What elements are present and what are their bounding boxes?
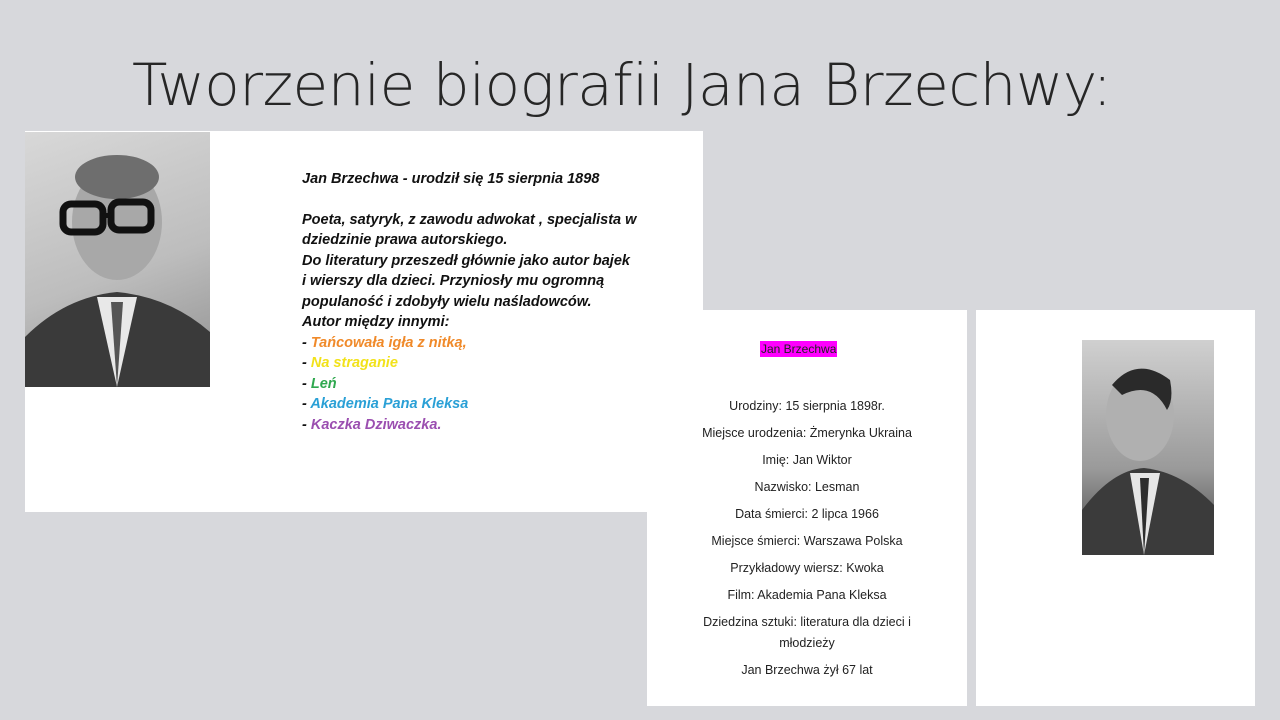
work-dash: - <box>302 396 311 412</box>
birth-line: Jan Brzechwa - urodził się 15 sierpnia 1898 <box>302 171 600 187</box>
photo-card <box>976 310 1255 706</box>
work-title: Kaczka Dziwaczka. <box>310 416 442 433</box>
facts-heading: Jan Brzechwa <box>761 342 837 356</box>
fact-row: Przykładowy wiersz: Kwoka <box>730 561 884 575</box>
work-title: Leń <box>310 375 337 392</box>
work-dash: - <box>302 334 311 351</box>
work-item <box>302 415 692 436</box>
facts-list <box>647 396 967 687</box>
fact-row: Imię: Jan Wiktor <box>762 453 852 467</box>
portrait-photo <box>25 132 210 387</box>
work-item <box>302 353 692 374</box>
work-dash: - <box>302 375 311 392</box>
fact-row: Jan Brzechwa żył 67 lat <box>741 663 873 677</box>
fact-row: Urodziny: 15 sierpnia 1898r. <box>729 399 885 413</box>
fact-row: Film: Akademia Pana Kleksa <box>727 588 887 602</box>
slide-title: Tworzenie biografii Jana Brzechwy: <box>132 51 1112 119</box>
biography-card <box>25 131 703 512</box>
fact-row: Data śmierci: 2 lipca 1966 <box>735 507 879 521</box>
fact-row: Nazwisko: Lesman <box>754 480 860 494</box>
work-title: Tańcowała igła z nitką, <box>310 334 467 351</box>
fact-row: Dziedzina sztuki: literatura dla dzieci i <box>703 615 911 629</box>
profile-photo <box>1082 340 1214 555</box>
work-item <box>302 394 692 415</box>
bio-line: Autor między innymi: <box>302 314 450 330</box>
bio-line: i wierszy dla dzieci. Przyniosły mu ogromną <box>302 273 605 289</box>
bio-line: Poeta, satyryk, z zawodu adwokat , specjalista w <box>302 211 637 228</box>
fact-row: młodzieży <box>779 636 835 650</box>
work-item <box>302 374 692 395</box>
facts-card <box>647 310 967 706</box>
work-dash: - <box>302 416 311 433</box>
biography-text <box>302 169 692 435</box>
bio-line: dziedzinie prawa autorskiego. <box>302 232 508 248</box>
bio-line: Do literatury przeszedł głównie jako autor bajek <box>302 252 630 269</box>
work-dash: - <box>302 355 311 371</box>
bio-line: populaność i zdobyły wielu naśladowców. <box>302 293 592 310</box>
work-title: Na straganie <box>310 355 398 371</box>
fact-row: Miejsce urodzenia: Żmerynka Ukraina <box>702 426 912 440</box>
work-title: Akademia Pana Kleksa <box>310 396 469 412</box>
fact-row: Miejsce śmierci: Warszawa Polska <box>711 534 903 548</box>
work-item <box>302 333 692 354</box>
